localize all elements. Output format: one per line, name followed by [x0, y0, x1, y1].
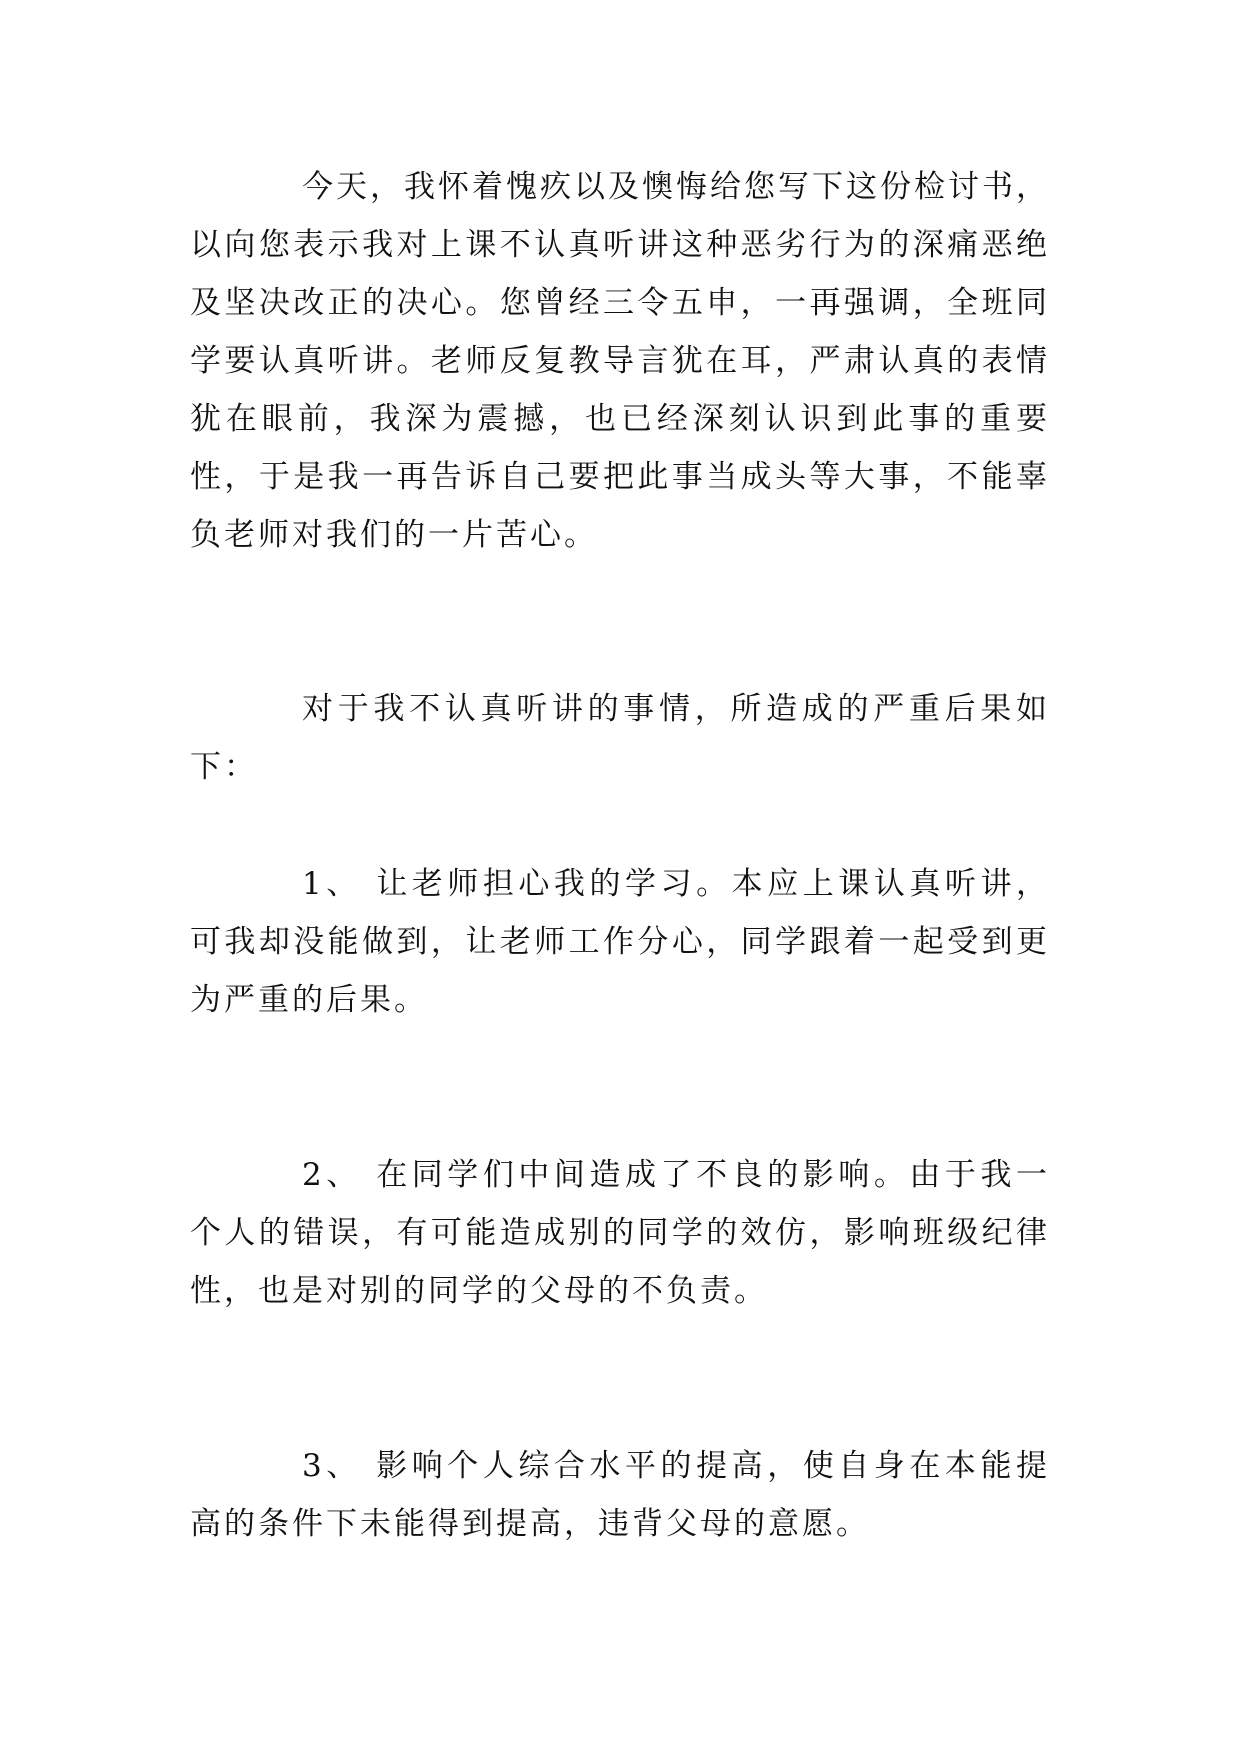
paragraph-consequences-heading: 对于我不认真听讲的事情，所造成的严重后果如下：: [190, 691, 1050, 785]
paragraph-consequence-2: 2、 在同学们中间造成了不良的影响。由于我一个人的错误，有可能造成别的同学的效仿，影响班级纪律性，也是对别的同学的父母的不负责。: [190, 1157, 1050, 1309]
paragraph-consequence-3: 3、 影响个人综合水平的提高，使自身在本能提高的条件下未能得到提高，违背父母的意愿。: [190, 1448, 1050, 1542]
paragraph-intro: 今天，我怀着愧疚以及懊悔给您写下这份检讨书，以向您表示我对上课不认真听讲这种恶劣行为的深痛恶绝及坚决改正的决心。您曾经三令五申，一再强调，全班同学要认真听讲。老师反复教导言犹在耳，严肃认真的表情犹在眼前，我深为震撼，也已经深刻认识到此事的重要性，于是我一再告诉自己要把此事当成头等大事，不能辜负老师对我们的一片苦心。: [190, 169, 1050, 553]
paragraph-consequence-1: 1、 让老师担心我的学习。本应上课认真听讲，可我却没能做到，让老师工作分心，同学跟着一起受到更为严重的后果。: [190, 866, 1050, 1018]
